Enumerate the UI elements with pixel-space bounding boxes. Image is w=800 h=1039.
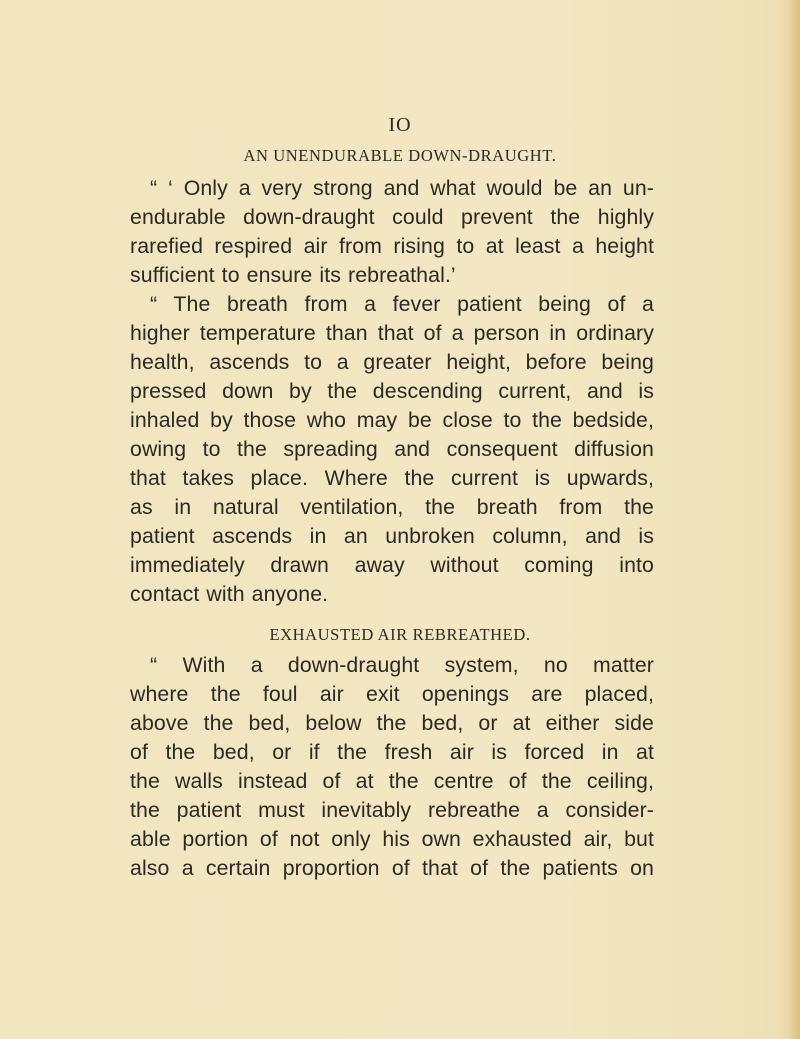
section-heading-exhausted-air-rebreathed: EXHAUSTED AIR REBREATHED.	[269, 625, 531, 644]
paragraph-line: the walls instead of at the centre of the ceiling,	[130, 769, 654, 793]
paragraph-line: above the bed, below the bed, or at either side	[130, 711, 654, 735]
paragraph-line: higher temperature than that of a person in ordinary	[130, 321, 654, 345]
paragraph-line: where the foul air exit openings are placed,	[130, 682, 654, 706]
paragraph-line: inhaled by those who may be close to the bedside,	[130, 408, 654, 432]
paragraph-line: of the bed, or if the fresh air is forced in at	[130, 740, 654, 764]
paragraph-line: also a certain proportion of that of the patients on	[130, 856, 654, 880]
paragraph-line: “ The breath from a fever patient being of a	[150, 292, 654, 316]
paragraph-line: that takes place. Where the current is upwards,	[130, 466, 654, 490]
paragraph-line: pressed down by the descending current, and is	[130, 379, 654, 403]
page-number: IO	[388, 114, 412, 136]
paragraph-line: patient ascends in an unbroken column, and is	[130, 524, 654, 548]
paragraph-line: “ ‘ Only a very strong and what would be an un-	[150, 176, 654, 200]
paragraph-line: sufficient to ensure its rebreathal.’	[130, 263, 456, 287]
paragraph-line: able portion of not only his own exhausted air, but	[130, 827, 654, 851]
paragraph-line: health, ascends to a greater height, before being	[130, 350, 654, 374]
paragraph-line: as in natural ventilation, the breath from the	[130, 495, 654, 519]
paragraph-line: the patient must inevitably rebreathe a consider-	[130, 798, 654, 822]
section-heading-unendurable-down-draught: AN UNENDURABLE DOWN-DRAUGHT.	[243, 146, 557, 165]
paragraph-line: immediately drawn away without coming into	[130, 553, 654, 577]
paragraph-line: “ With a down-draught system, no matter	[150, 653, 654, 677]
paragraph-line: rarefied respired air from rising to at least a height	[130, 234, 654, 258]
paragraph-line: endurable down-draught could prevent the highly	[130, 205, 654, 229]
paragraph-line: owing to the spreading and consequent diffusion	[130, 437, 654, 461]
paragraph-line: contact with anyone.	[130, 582, 329, 606]
